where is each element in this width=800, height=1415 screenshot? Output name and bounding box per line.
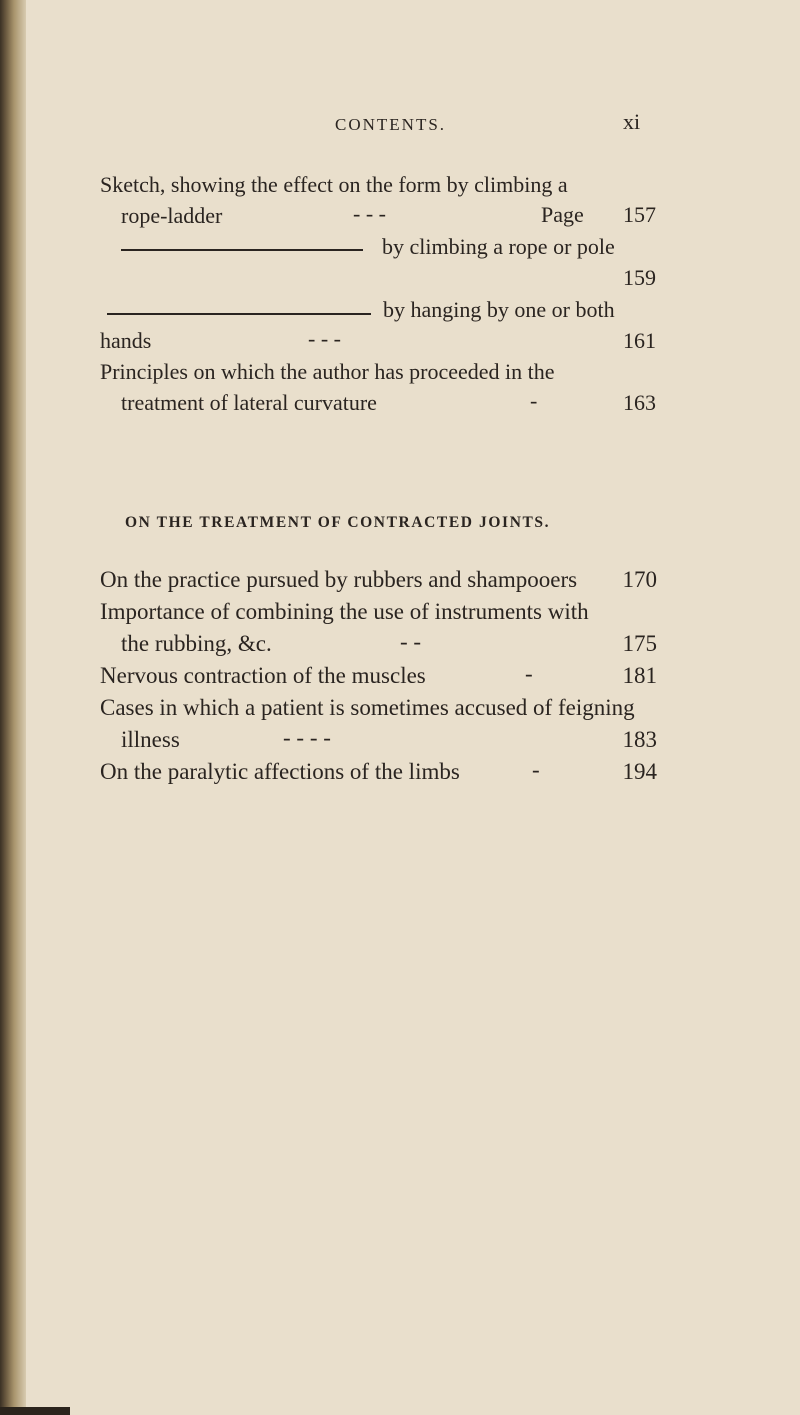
toc-entry-combining-dashes: - - <box>400 629 422 654</box>
toc-entry-paralytic-page: 194 <box>622 759 657 784</box>
section-heading: ON THE TREATMENT OF CONTRACTED JOINTS. <box>125 514 551 531</box>
toc-entry-hanging-dashes: - - - <box>308 326 341 351</box>
toc-entry-nervous-line1: Nervous contraction of the muscles <box>100 663 426 688</box>
page-spine-shadow <box>0 0 26 1415</box>
page-spine-foot <box>0 1407 70 1415</box>
toc-entry-nervous-dashes: - <box>525 661 533 686</box>
toc-entry-feigning-page: 183 <box>622 727 657 752</box>
toc-entry-hanging-line2: hands <box>100 328 152 353</box>
toc-entry-sketch-page-prefix: Page <box>541 202 584 227</box>
toc-entry-feigning-line2: illness <box>121 727 180 752</box>
toc-entry-sketch-line2: rope-ladder <box>121 203 223 228</box>
toc-entry-sketch-line1: Sketch, showing the effect on the form by climbing a <box>100 172 568 197</box>
toc-entry-rubbers-page: 170 <box>622 567 657 592</box>
toc-entry-combining-line2: the rubbing, &c. <box>121 631 272 656</box>
running-header-title: CONTENTS. <box>335 115 447 134</box>
toc-entry-feigning-line1: Cases in which a patient is sometimes accused of feigning <box>100 695 635 720</box>
toc-entry-combining-line1: Importance of combining the use of instruments with <box>100 599 589 624</box>
toc-entry-paralytic-dashes: - <box>532 757 540 782</box>
toc-entry-rope-page: 159 <box>623 265 656 290</box>
ditto-rule <box>107 313 371 315</box>
ditto-rule <box>121 249 363 251</box>
toc-entry-sketch-dashes: - - - <box>353 201 386 226</box>
toc-entry-nervous-page: 181 <box>622 663 657 688</box>
toc-entry-hanging-line1: by hanging by one or both <box>383 297 615 322</box>
toc-entry-rubbers-line1: On the practice pursued by rubbers and shampooers <box>100 567 578 592</box>
toc-entry-principles-page: 163 <box>623 390 656 415</box>
toc-entry-paralytic-line1: On the paralytic affections of the limbs <box>100 759 460 784</box>
folio-number: xi <box>623 109 641 134</box>
toc-entry-principles-line1: Principles on which the author has proceeded in the <box>100 359 555 384</box>
toc-entry-principles-line2: treatment of lateral curvature <box>121 390 377 415</box>
toc-entry-hanging-page: 161 <box>623 328 656 353</box>
toc-entry-combining-page: 175 <box>622 631 657 656</box>
toc-entry-principles-dashes: - <box>530 388 538 413</box>
toc-entry-feigning-dashes: - - - - <box>283 725 331 750</box>
toc-entry-rope-line1: by climbing a rope or pole <box>382 234 615 259</box>
toc-entry-sketch-page: 157 <box>623 202 656 227</box>
